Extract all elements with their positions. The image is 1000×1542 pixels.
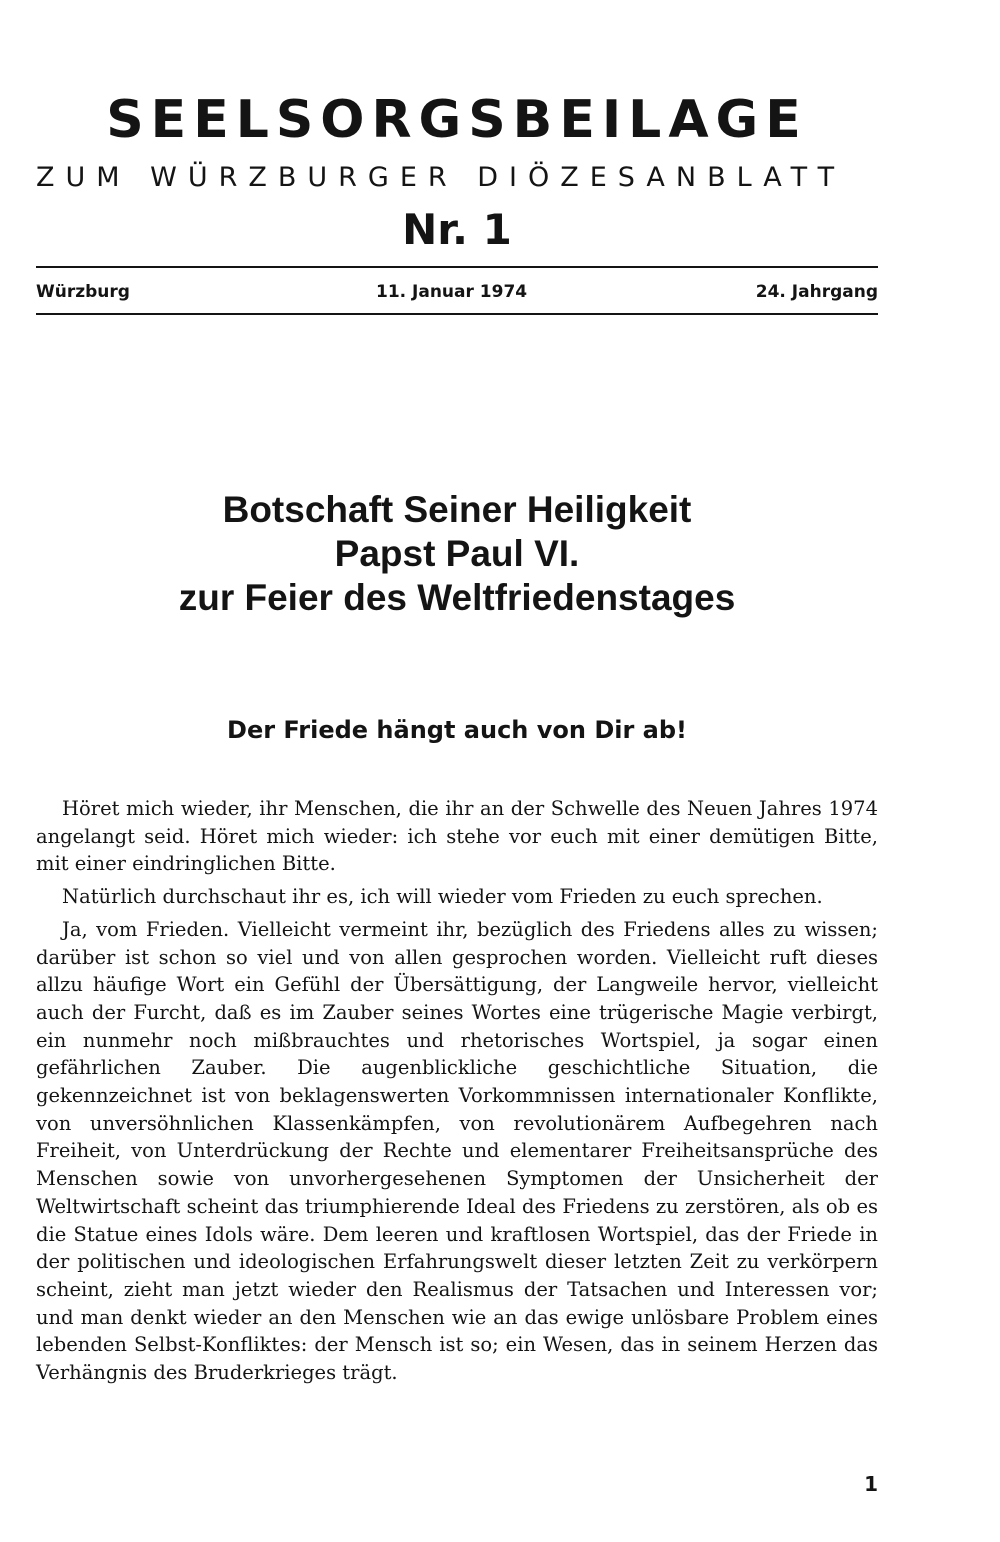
- masthead-title: SEELSORGSBEILAGE: [106, 90, 808, 150]
- masthead-subtitle: ZUM WÜRZBURGER DIÖZESANBLATT: [36, 162, 846, 193]
- issue-date: 11. Januar 1974: [376, 282, 528, 302]
- subheadline: Der Friede hängt auch von Dir ab!: [227, 716, 687, 744]
- headline-line: zur Feier des Weltfriedenstages: [178, 577, 736, 618]
- issue-volume: 24. Jahrgang: [755, 282, 878, 302]
- headline-line: Botschaft Seiner Heiligkeit: [222, 489, 692, 530]
- paragraph: Ja, vom Frieden. Vielleicht vermeint ihr, bezüglich des Friedens alles zu wissen; darüber ist schon so viel und von allen gesprochen worden. Vielleicht ruft dieses allzu häufige Wort ein Gefühl der Übersättigung, der Langweile hervor, vielleicht auch der Furcht, daß es im Zauber seines Wortes eine trügerische Magie verbirgt, ein nunmehr noch mißbrauchtes und rhetorisches Wortspiel, ja sogar einen gefährlichen Zauber. Die augenblickliche geschichtliche Situation, die gekennzeichnet ist von beklagenswerten Vorkommnissen internationaler Konflikte, von unversöhnlichen Klassenkämpfen, von revolutionärem Aufbegehren nach Freiheit, von Unterdrückung der Rechte und elementarer Freiheitsansprüche des Menschen sowie von unvorhergesehenen Symptomen der Unsicherheit der Weltwirtschaft scheint das triumphierende Ideal des Friedens zu zerstören, als ob es die Statue eines Idols wäre. Dem leeren und kraftlosen Wortspiel, das der Friede in der politischen und ideologischen Erfahrungswelt dieser letzten Zeit zu verkörpern scheint, zieht man jetzt wieder den Realismus der Tatsachen und Interessen vor; und man denkt wieder an den Menschen wie an das ewige unlösbare Problem eines lebenden Selbst-Konfliktes: der Mensch ist so; ein Wesen, das in seinem Herzen das Verhängnis des Bruderkrieges trägt.: [36, 917, 878, 1385]
- article-body: [36, 795, 878, 1392]
- headline-line: Papst Paul VI.: [334, 533, 580, 574]
- paragraph: Höret mich wieder, ihr Menschen, die ihr an der Schwelle des Neuen Jahres 1974 angelangt seid. Höret mich wieder: ich stehe vor euch mit einer demütigen Bitte, mit einer eindringlichen Bitte.: [36, 797, 878, 876]
- bottom-rule: [36, 313, 878, 315]
- issue-info-line: [36, 278, 878, 306]
- issue-number: Nr. 1: [402, 205, 512, 254]
- issue-place: Würzburg: [36, 282, 130, 302]
- headline: [36, 488, 878, 620]
- page-number: 1: [864, 1472, 878, 1496]
- top-rule: [36, 266, 878, 268]
- paragraph: Natürlich durchschaut ihr es, ich will wieder vom Frieden zu euch sprechen.: [62, 885, 823, 909]
